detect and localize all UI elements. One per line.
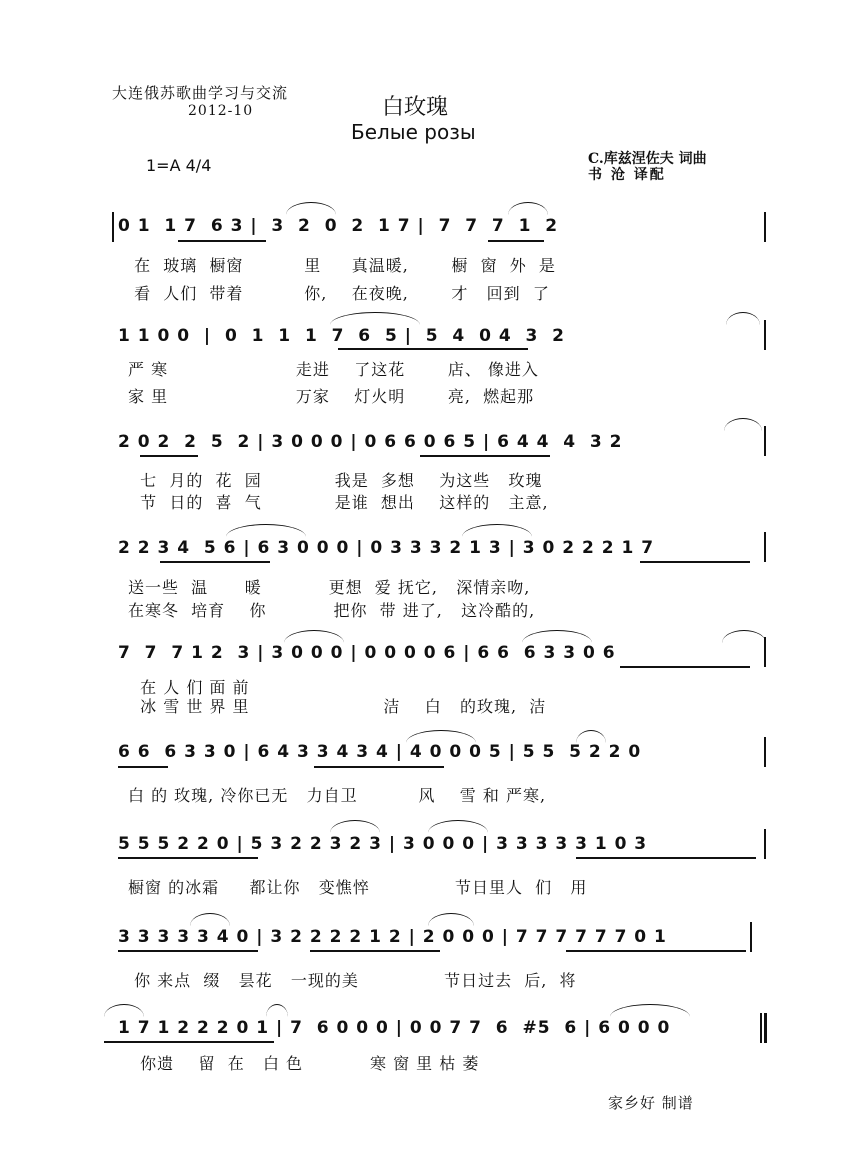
barline bbox=[764, 532, 766, 562]
tie-slur bbox=[104, 1004, 144, 1017]
score-line-8-lyrics: 你 来点 缀 昙花 一现的美 节日过去 后, 将 bbox=[128, 971, 577, 990]
tie-slur bbox=[726, 312, 760, 325]
score-line-2-notes: 1 1 0 0 | 0 1 1 1 7 6 5 | 5 4 0 4 3 2 bbox=[118, 326, 565, 346]
beam-underline bbox=[140, 455, 198, 457]
score-line-4-lyrics-verse-1: 送一些 温 暖 更想 爱 抚它, 深情亲吻, bbox=[128, 578, 531, 597]
beam-underline bbox=[420, 455, 550, 457]
beam-underline bbox=[488, 240, 544, 242]
tie-slur bbox=[508, 202, 548, 215]
tie-slur bbox=[576, 730, 606, 743]
barline bbox=[112, 212, 114, 242]
score-line-1-lyrics-verse-1: 在 玻璃 橱窗 里 真温暖, 橱 窗 外 是 bbox=[128, 256, 556, 275]
beam-underline bbox=[310, 950, 440, 952]
song-title-chinese: 白玫瑰 bbox=[382, 95, 449, 120]
key-and-time-signature: 1=A 4/4 bbox=[146, 156, 212, 175]
beam-underline bbox=[576, 857, 756, 859]
score-line-5-notes: 7 7 7 1 2 3 | 3 0 0 0 | 0 0 0 0 6 | 6 6 6 3 3 0 6 bbox=[118, 643, 616, 663]
beam-underline bbox=[118, 950, 258, 952]
score-line-5-lyrics-verse-2: 冰 雪 世 界 里 洁 白 的玫瑰, 洁 bbox=[128, 697, 547, 716]
beam-underline bbox=[118, 766, 168, 768]
score-line-8-notes: 3 3 3 3 3 4 0 | 3 2 2 2 2 1 2 | 2 0 0 0 | 7 7 7 7 7 7 0 1 bbox=[118, 927, 667, 947]
barline bbox=[750, 922, 752, 952]
song-title-russian: Белые розы bbox=[351, 120, 476, 144]
tie-slur bbox=[724, 418, 762, 431]
score-line-4-notes: 2 2 3 4 5 6 | 6 3 0 0 0 | 0 3 3 3 2 1 3 | 3 0 2 2 2 1 7 bbox=[118, 538, 655, 558]
beam-underline bbox=[620, 666, 750, 668]
beam-underline bbox=[338, 348, 528, 350]
tie-slur bbox=[330, 820, 380, 833]
tie-slur bbox=[190, 913, 230, 926]
score-line-9-notes: 1 7 1 2 2 2 0 1 | 7 6 0 0 0 | 0 0 7 7 6 #5 6 | 6 0 0 0 bbox=[118, 1018, 671, 1038]
score-line-3-notes: 2 0 2 2 5 2 | 3 0 0 0 | 0 6 6 0 6 5 | 6 4 4 4 3 2 bbox=[118, 432, 623, 452]
beam-underline bbox=[314, 766, 444, 768]
score-line-1-notes: 0 1 1 7 6 3 | 3 2 0 2 1 7 | 7 7 7 1 2 bbox=[118, 216, 559, 236]
tie-slur bbox=[610, 1004, 690, 1017]
score-line-6-notes: 6 6 6 3 3 0 | 6 4 3 3 4 3 4 | 4 0 0 0 5 | 5 5 5 2 2 0 bbox=[118, 742, 642, 762]
tie-slur bbox=[266, 1004, 288, 1017]
tie-slur bbox=[428, 913, 474, 926]
tie-slur bbox=[226, 524, 306, 537]
score-line-5-lyrics-verse-1: 在 人 们 面 前 bbox=[128, 678, 250, 697]
score-line-3-lyrics-verse-1: 七 月的 花 园 我是 多想 为这些 玫瑰 bbox=[128, 471, 543, 490]
beam-underline bbox=[566, 950, 746, 952]
score-line-7-lyrics: 橱窗 的冰霜 都让你 变憔悴 节日里人 们 用 bbox=[128, 878, 588, 897]
barline bbox=[764, 829, 766, 859]
tie-slur bbox=[286, 202, 336, 215]
tie-slur bbox=[428, 820, 488, 833]
tie-slur bbox=[462, 524, 532, 537]
final-barline-thick bbox=[764, 1013, 767, 1043]
score-line-9-lyrics: 你遗 留 在 白 色 寒 窗 里 枯 萎 bbox=[128, 1054, 480, 1073]
date-text: 2012-10 bbox=[188, 103, 254, 119]
tie-slur bbox=[406, 730, 476, 743]
barline bbox=[764, 426, 766, 456]
tie-slur bbox=[522, 630, 592, 643]
score-line-4-lyrics-verse-2: 在寒冬 培育 你 把你 带 进了, 这冷酷的, bbox=[128, 601, 536, 620]
beam-underline bbox=[640, 561, 750, 563]
score-maker-credit: 家乡好 制谱 bbox=[608, 1094, 694, 1112]
barline bbox=[764, 212, 766, 242]
beam-underline bbox=[160, 561, 270, 563]
score-line-2-lyrics-verse-1: 严 寒 走进 了这花 店、 像进入 bbox=[128, 360, 539, 379]
beam-underline bbox=[118, 857, 258, 859]
source-text: 大连俄苏歌曲学习与交流 bbox=[112, 84, 289, 102]
score-line-6-lyrics: 白 的 玫瑰, 冷你已无 力自卫 风 雪 和 严寒, bbox=[128, 786, 547, 805]
tie-slur bbox=[284, 630, 344, 643]
score-line-7-notes: 5 5 5 2 2 0 | 5 3 2 2 3 2 3 | 3 0 0 0 | 3 3 3 3 3 1 0 3 bbox=[118, 834, 648, 854]
tie-slur bbox=[722, 630, 766, 643]
barline bbox=[764, 737, 766, 767]
score-line-3-lyrics-verse-2: 节 日的 喜 气 是谁 想出 这样的 主意, bbox=[128, 493, 549, 512]
final-barline-thin bbox=[760, 1013, 762, 1043]
score-line-2-lyrics-verse-2: 家 里 万家 灯火明 亮, 燃起那 bbox=[128, 387, 535, 406]
beam-underline bbox=[178, 240, 266, 242]
barline bbox=[764, 320, 766, 350]
score-line-1-lyrics-verse-2: 看 人们 带着 你, 在夜晚, 才 回到 了 bbox=[128, 284, 550, 303]
translator-credit: 书 沧 译配 bbox=[588, 167, 666, 183]
beam-underline bbox=[104, 1041, 274, 1043]
composer-credit: C.库兹涅佐夫 词曲 bbox=[588, 151, 707, 167]
tie-slur bbox=[330, 312, 420, 325]
